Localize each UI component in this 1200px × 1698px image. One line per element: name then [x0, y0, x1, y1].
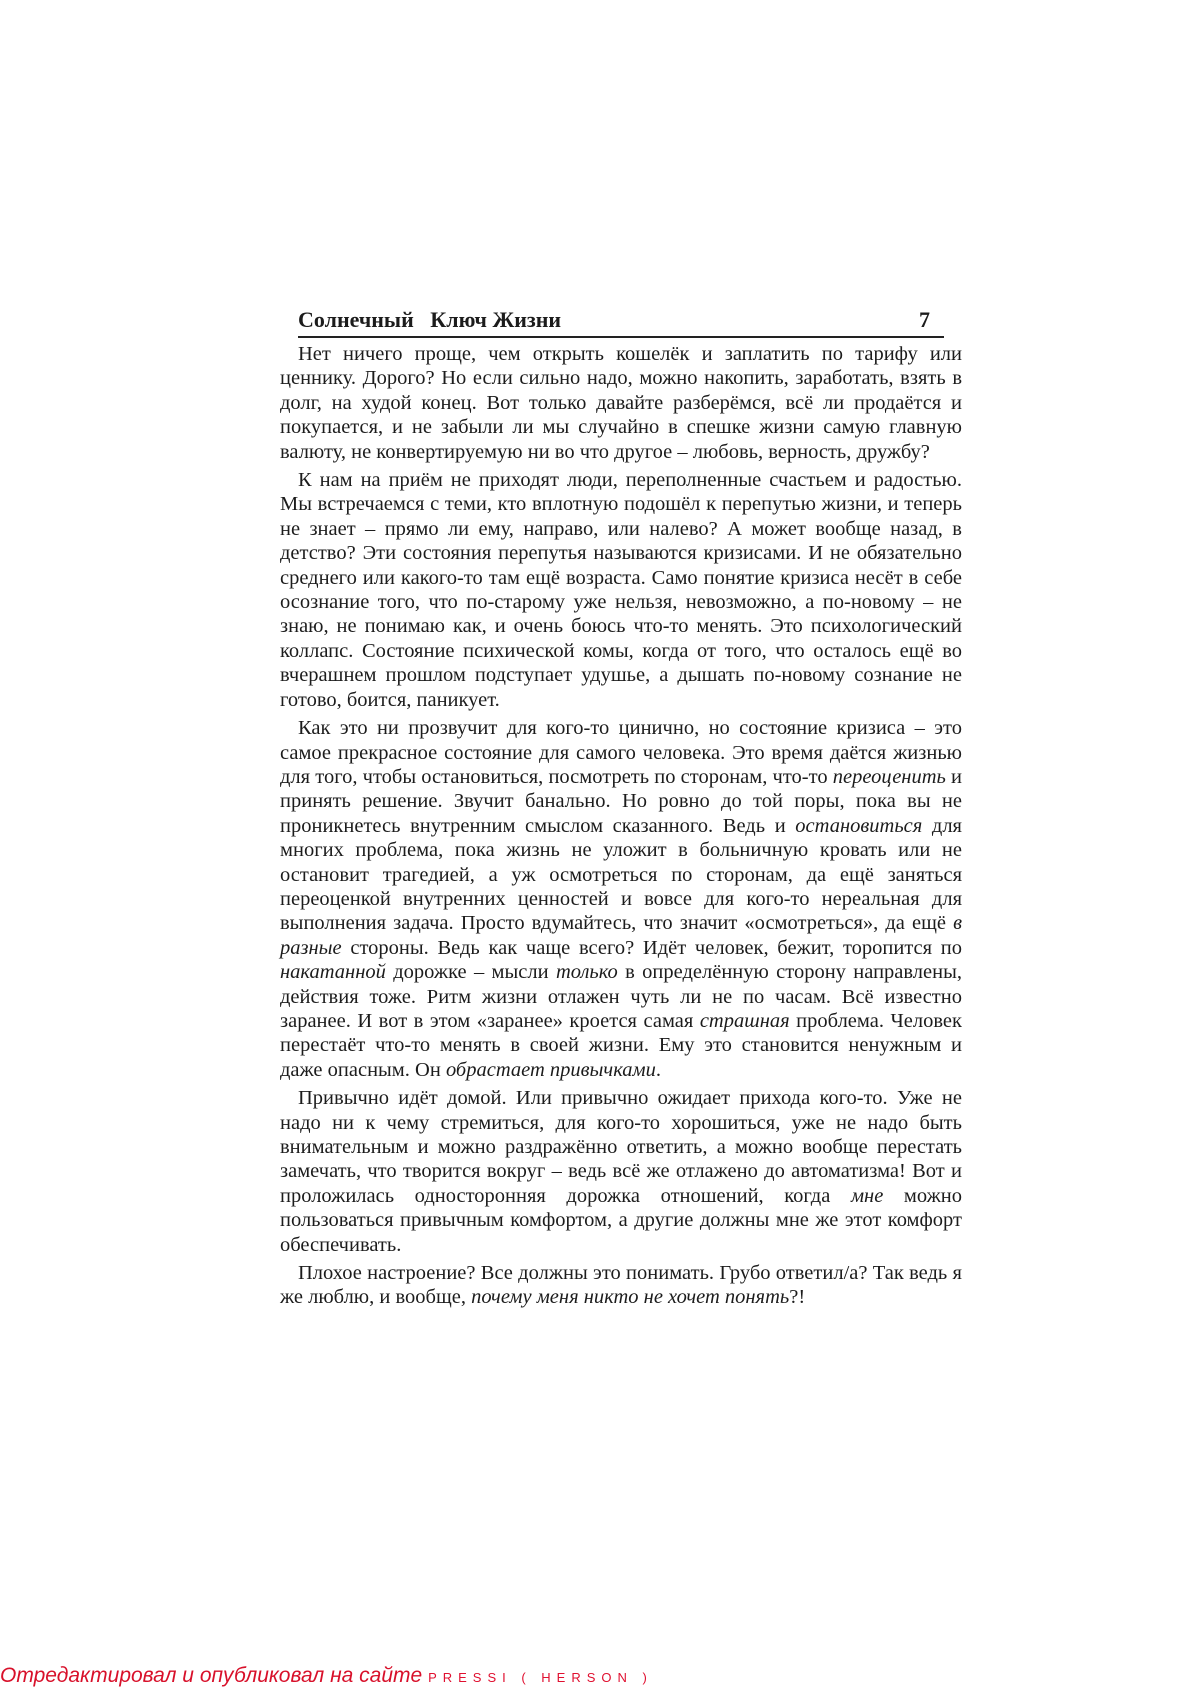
text-run: стороны. Ведь как чаще всего? Идёт человек, бежит, торопится по [341, 936, 962, 959]
italic-text: почему меня никто не хочет понять [471, 1286, 790, 1309]
text-run: дорожке – мысли [385, 961, 556, 984]
text-run: можно пользоваться привычным комфортом, а другие должны мне же этот комфорт обеспечивать. [280, 1184, 962, 1256]
italic-text: в разные [280, 912, 962, 959]
text-run: . [655, 1058, 661, 1081]
page-header [298, 304, 944, 338]
text-run: и принять решение. Звучит банально. Но ровно до той поры, пока вы не проникнетесь внутренним смыслом сказанного. Ведь и [280, 765, 962, 837]
footer-credit [0, 1664, 653, 1688]
text-run: Плохое настроение? Все должны это понимать. Грубо ответил/а? Так ведь я же люблю, и вообще, [280, 1262, 962, 1309]
text-run: Как это ни прозвучит для кого-то цинично, но состояние кризиса – это самое прекрасное состояние для самого человека. Это время даётся жизнью для того, чтобы остановиться, посмотреть по сторонам, что-то [280, 717, 962, 788]
paragraph [280, 716, 962, 1082]
italic-text: мне [850, 1184, 884, 1207]
paragraph [280, 1261, 962, 1310]
italic-text: переоценить [832, 765, 946, 788]
italic-text: накатанной [280, 961, 386, 984]
text-run: Нет ничего проще, чем открыть кошелёк и заплатить по тарифу или ценнику. Дорого? Но если сильно надо, можно накопить, заработать, взять в долг, на худой конец. Вот только давайте разберёмся, всё ли продаётся и покупается, и не забыли ли мы случайно в спешке жизни самую главную валюту, не конвертируемую ни во что другое – любовь, верность, дружбу? [280, 343, 962, 463]
italic-text: только [555, 961, 618, 984]
text-run: ?! [789, 1286, 806, 1309]
italic-text: обрастает привычками [445, 1058, 656, 1081]
body-text [280, 342, 962, 1314]
paragraph [280, 468, 962, 712]
text-run: Привычно идёт домой. Или привычно ожидает прихода кого-то. Уже не надо ни к чему стремиться, для кого-то хорошиться, уже не надо быть внимательным и можно раздражённо ответить, а можно вообще перестать замечать, что творится вокруг – ведь всё же отлажено до автоматизма! Вот и проложилась односторонняя дорожка отношений, когда [280, 1087, 962, 1207]
paragraph [280, 1086, 962, 1257]
italic-text: остановиться [795, 814, 923, 837]
text-run: в определённую сторону направлены, действия тоже. Ритм жизни отлажен чуть ли не по часам. Всё известно заранее. И вот в этом «заранее» кроется самая [280, 961, 962, 1032]
footer-credit-text: Отредактировал и опубликовал на сайте [0, 1664, 423, 1687]
italic-text: страшная [699, 1009, 790, 1032]
text-run: для многих проблема, пока жизнь не уложит в больничную кровать или не остановит трагедией, а уж осмотреться по сторонам, да ещё заняться переоценкой внутренних ценностей и вовсе для кого-то нереальная для выполнения задача. Просто вдумайтесь, что значит «осмотреться», да ещё [280, 814, 962, 935]
site-logo: PRESSI ( HERSON ) [428, 1670, 653, 1685]
text-run: проблема. Человек перестаёт что-то менять в своей жизни. Ему это становится ненужным и даже опасным. Он [280, 1009, 962, 1081]
page-number: 7 [919, 307, 930, 332]
running-title: Солнечный Ключ Жизни [298, 307, 562, 332]
text-run: К нам на приём не приходят люди, переполненные счастьем и радостью. Мы встречаемся с теми, кто вплотную подошёл к перепутью жизни, и теперь не знает – прямо ли ему, направо, или налево? А может вообще назад, в детство? Эти состояния перепутья называются кризисами. И не обязательно среднего или какого-то там ещё возраста. Само понятие кризиса несёт в себе осознание того, что по-старому уже нельзя, невозможно, а по-новому – не знаю, не понимаю как, и очень боюсь что-то менять. Это психологический коллапс. Состояние психической комы, когда от того, что осталось ещё во вчерашнем прошлом подступает удушье, а дышать по-новому сознание не готово, боится, паникует. [280, 469, 962, 711]
paragraph [280, 342, 962, 464]
